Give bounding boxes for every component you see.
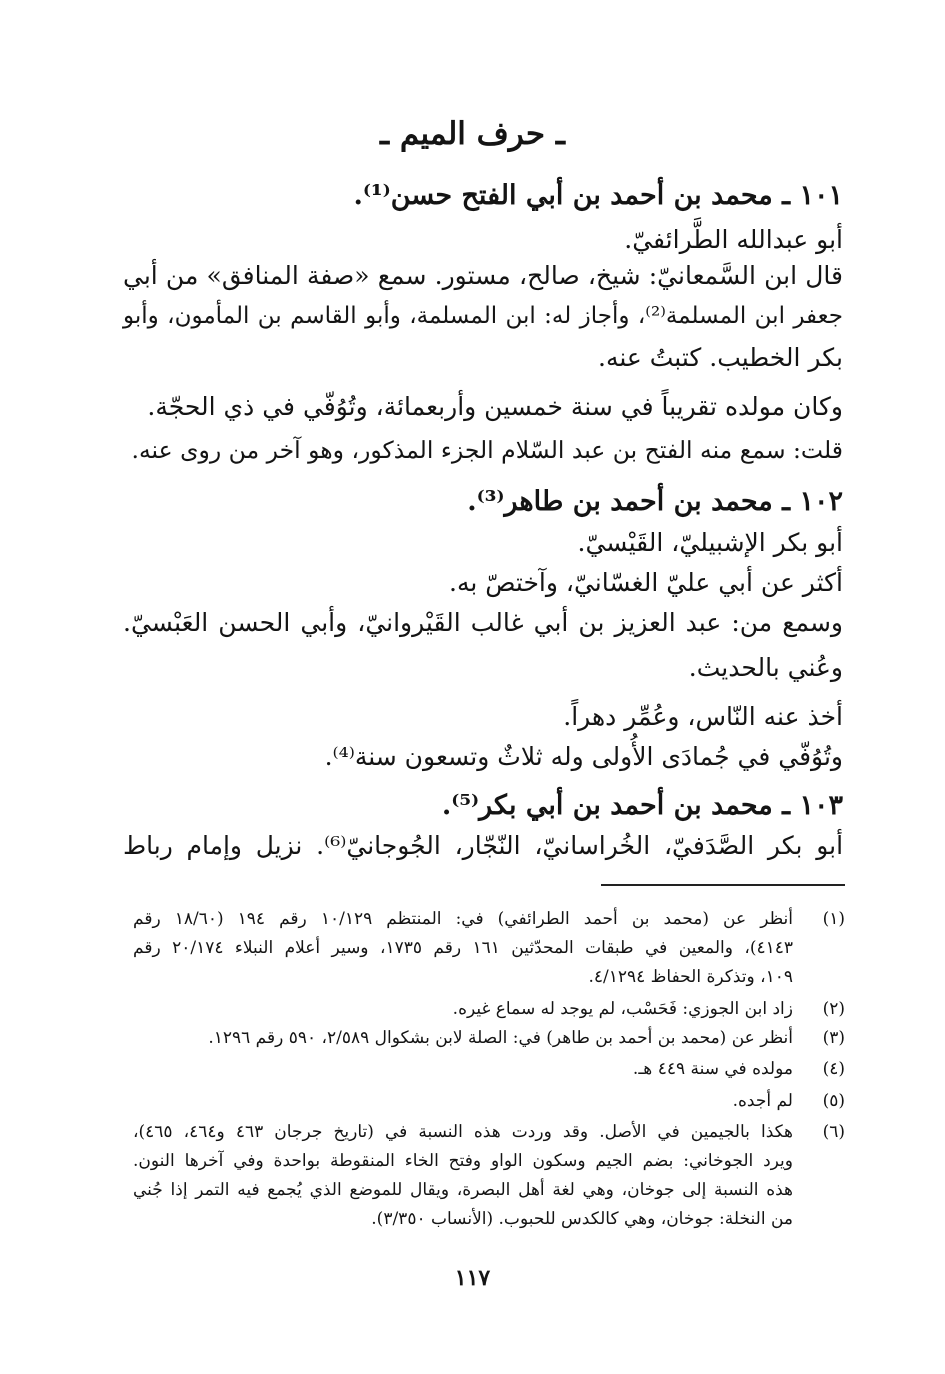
footnote-line: ٤١٤٣)، والمعين في طبقات المحدّثين ١٦١ رقم ١٧٣٥، وسير أعلام النبلاء ٢٠/١٧٤ رقم — [133, 938, 793, 958]
footnote-6 — [133, 1118, 845, 1238]
footnote-line: زاد ابن الجوزي: فَحَسْب، لم يوجد له سماع غيره. — [452, 999, 793, 1019]
footnote-number: (١) — [822, 909, 845, 929]
entry-102-title: ١٠٢ ـ محمد بن أحمد بن طاهر⁽³⁾. — [467, 486, 843, 517]
body-line: وسمع من: عبد العزيز بن أبي غالب القَيْروانيّ، وأبي الحسن العَبْسيّ. — [123, 608, 843, 637]
footnote-4 — [133, 1055, 845, 1085]
body-line: وعُني بالحديث. — [688, 653, 843, 682]
footnote-line: مولده في سنة ٤٤٩ هـ. — [632, 1059, 793, 1079]
body-line: جعفر ابن المسلمة⁽²⁾، وأجاز له: ابن المسلمة، وأبو القاسم بن المأمون، وأبو — [123, 303, 843, 329]
footnote-number: (٢) — [822, 999, 845, 1019]
footnote-3 — [133, 1024, 845, 1054]
body-line: أخذ عنه النّاس، وعُمِّر دهراً. — [563, 702, 843, 731]
footnote-separator — [601, 884, 845, 886]
footnote-1 — [133, 905, 845, 995]
footnote-line: من النخلة: جوخان، وهي كالكدس للحبوب. (الأنساب ٣/٣٥٠). — [371, 1209, 793, 1229]
footnote-5 — [133, 1087, 845, 1117]
footnote-number: (٦) — [822, 1122, 845, 1142]
footnote-line: لم أجده. — [732, 1091, 793, 1111]
footnote-line: أنظر عن (محمد بن أحمد بن طاهر) في: الصلة لابن بشكوال ٢/٥٨٩، ٥٩٠ رقم ١٢٩٦. — [208, 1028, 793, 1048]
entry-103-title: ١٠٣ ـ محمد بن أحمد بن أبي بكر⁽⁵⁾. — [441, 790, 843, 821]
body-line: قلت: سمع منه الفتح بن عبد السّلام الجزء المذكور، وهو آخر من روى عنه. — [131, 436, 843, 464]
footnote-line: ١٠٩، وتذكرة الحفاظ ٤/١٢٩٤. — [588, 967, 793, 987]
footnote-number: (٤) — [822, 1059, 845, 1079]
body-line: أكثر عن أبي عليّ الغسّانيّ، وآختصّ به. — [449, 568, 843, 597]
body-line: أبو بكر الصَّدَفيّ، الخُراسانيّ، النّجّار، الجُوجانيّ⁽⁶⁾. نزيل وإمام رباط — [123, 831, 844, 860]
section-header: ـ حرف الميم ـ — [380, 116, 565, 152]
body-line: قال ابن السَّمعانيّ: شيخ، صالح، مستور. سمع «صفة المنافق» من أبي — [123, 261, 843, 290]
footnote-line: هكذا بالجيمين في الأصل. وقد وردت هذه النسبة في (تاريخ جرجان ٤٦٣ و٤٦٤، ٤٦٥)، — [133, 1122, 793, 1142]
body-line: وكان مولده تقريباً في سنة خمسين وأربعمائة، وتُوُفّي في ذي الحجّة. — [147, 392, 843, 421]
footnote-line: أنظر عن (محمد بن أحمد الطرائفي) في: المنتظم ١٠/١٢٩ رقم ١٩٤ (١٨/٦٠ رقم — [133, 909, 793, 929]
entry-101-title: ١٠١ ـ محمد بن أحمد بن أبي الفتح حسن⁽¹⁾. — [353, 180, 843, 211]
footnote-2 — [133, 995, 845, 1025]
body-line: أبو عبدالله الطَّرائفيّ. — [624, 225, 843, 254]
footnote-number: (٣) — [822, 1028, 845, 1048]
footnote-line: هذه النسبة إلى جوخان، وهي لغة أهل البصرة، ويقال للموضع الذي يُجمع فيه التمر إذا جُني — [133, 1180, 793, 1200]
footnote-line: ويرد الجوخاني: بضم الجيم وسكون الواو وفتح الخاء المنقوطة بواحدة وفي آخرها النون. — [133, 1151, 793, 1171]
page-number: ١١٧ — [454, 1265, 491, 1291]
body-line: بكر الخطيب. كتبتُ عنه. — [598, 343, 843, 372]
footnote-number: (٥) — [822, 1091, 845, 1111]
body-line: وتُوُفّي في جُمادَى الأُولى وله ثلاثٌ وتسعون سنة⁽⁴⁾. — [324, 742, 843, 771]
body-line: أبو بكر الإشبيليّ، القَيْسيّ. — [577, 528, 843, 557]
